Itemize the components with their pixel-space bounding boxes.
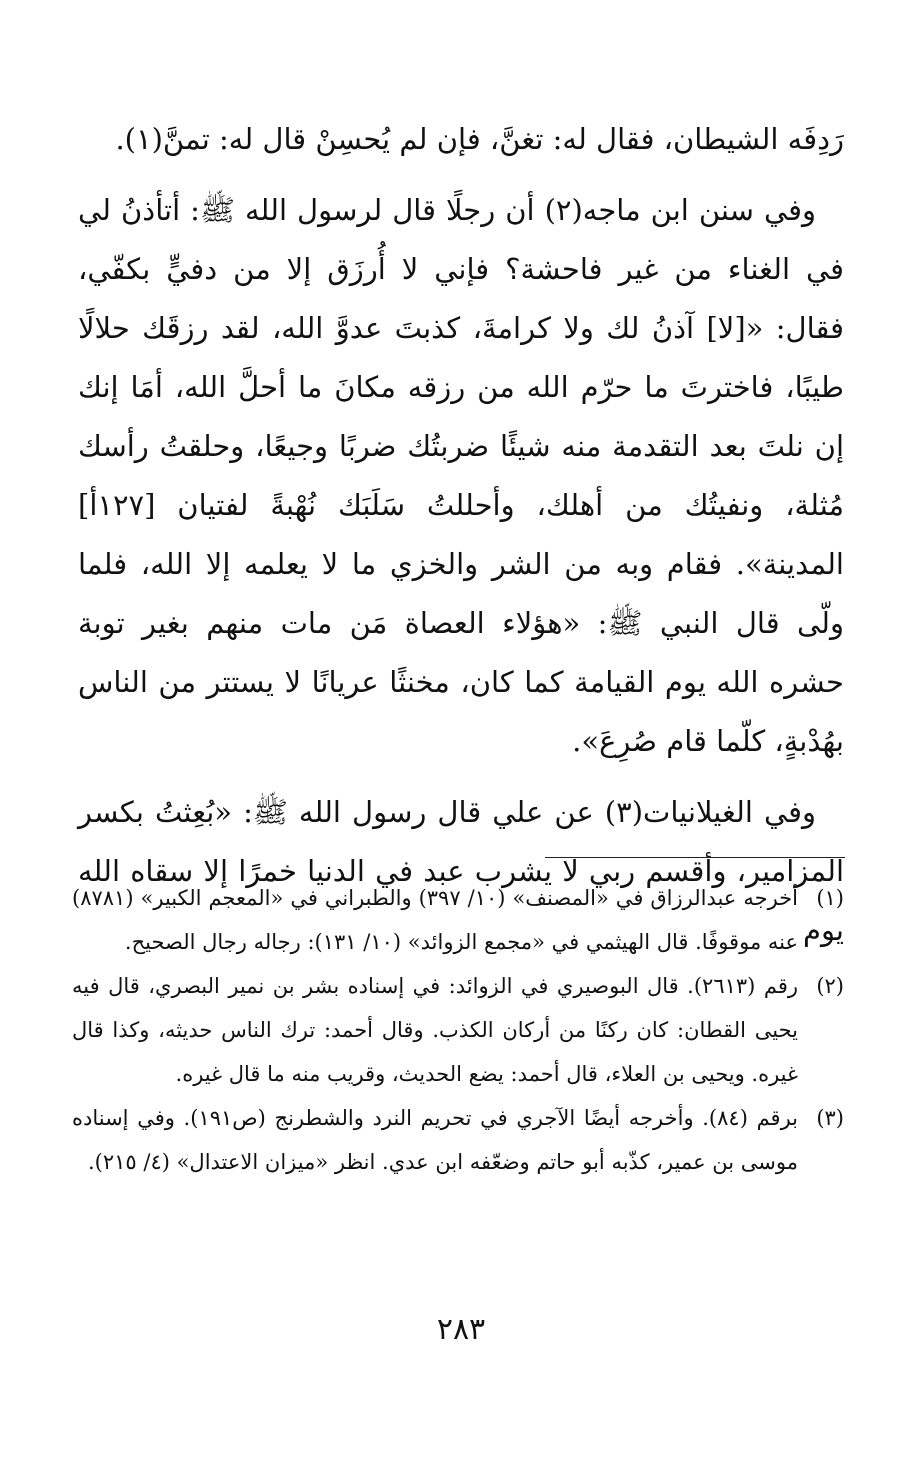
footnote-3 (72, 1096, 844, 1184)
footnote-2 (72, 964, 844, 1096)
footnote-number: (١) (816, 886, 844, 910)
footnote-text: برقم (٨٤). وأخرجه أيضًا الآجري في تحريم النرد والشطرنج (ص١٩١). وفي إسناده موسى بن عمير، كذّبه أبو حاتم وضعّفه ابن عدي. انظر «ميزان الاعتدال» (٤/ ٢١٥). (72, 1106, 799, 1174)
footnote-separator (545, 857, 845, 858)
footnote-number: (٢) (816, 974, 844, 998)
footnote-1 (72, 876, 844, 964)
footnote-text: رقم (٢٦١٣). قال البوصيري في الزوائد: في إسناده بشر بن نمير البصري، قال فيه يحيى القطان: كان ركنًا من أركان الكذب. وقال أحمد: ترك الناس حديثه، وكذا قال غيره. ويحيى بن العلاء، قال أحمد: يضع الحديث، وقريب منه ما قال غيره. (72, 974, 798, 1086)
footnote-text: أخرجه عبدالرزاق في «المصنف» (١٠/ ٣٩٧) والطبراني في «المعجم الكبير» (٨٧٨١) عنه موقوفًا. قال الهيثمي في «مجمع الزوائد» (١٠/ ١٣١): رجاله رجال الصحيح. (72, 886, 798, 954)
footnotes (72, 876, 844, 1184)
main-text (78, 110, 844, 972)
paragraph-2: وفي سنن ابن ماجه(٢) أن رجلًا قال لرسول الله ﷺ: أتأذنُ لي في الغناء من غير فاحشة؟ فإني لا أُرزَق إلا من دفيٍّ بكفّي، فقال: «[لا] آذنُ لك ولا كرامةَ، كذبتَ عدوَّ الله، لقد رزقَك حلالًا طيبًا، فاخترتَ ما حرّم الله من رزقه مكانَ ما أحلَّ الله، أمَا إنك إن نلتَ بعد التقدمة منه شيئًا ضربتُك ضربًا وجيعًا، وحلقتُ رأسك مُثلة، ونفيتُك من أهلك، وأحللتُ سَلَبَك نُهْبةً لفتيان [١٢٧أ] المدينة». فقام وبه من الشر والخزي ما لا يعلمه إلا الله، فلما ولّى قال النبي ﷺ: «هؤلاء العصاة مَن مات منهم بغير توبة حشره الله يوم القيامة كما كان، مخنثًا عريانًا لا يستتر من الناس بهُدْبةٍ، كلّما قام صُرِعَ». (78, 193, 844, 758)
paragraph-3: وفي الغيلانيات(٣) عن علي قال رسول الله ﷺ: «بُعِثتُ بكسر المزامير، وأقسم ربي لا يشرب عبد في الدنيا خمرًا إلا سقاه الله يوم (78, 795, 844, 947)
paragraph-1: رَدِفَه الشيطان، فقال له: تغنَّ، فإن لم يُحسِنْ قال له: تمنَّ(١). (115, 122, 844, 156)
page-number: ٢٨٣ (436, 1312, 486, 1347)
footnote-number: (٣) (816, 1106, 844, 1130)
